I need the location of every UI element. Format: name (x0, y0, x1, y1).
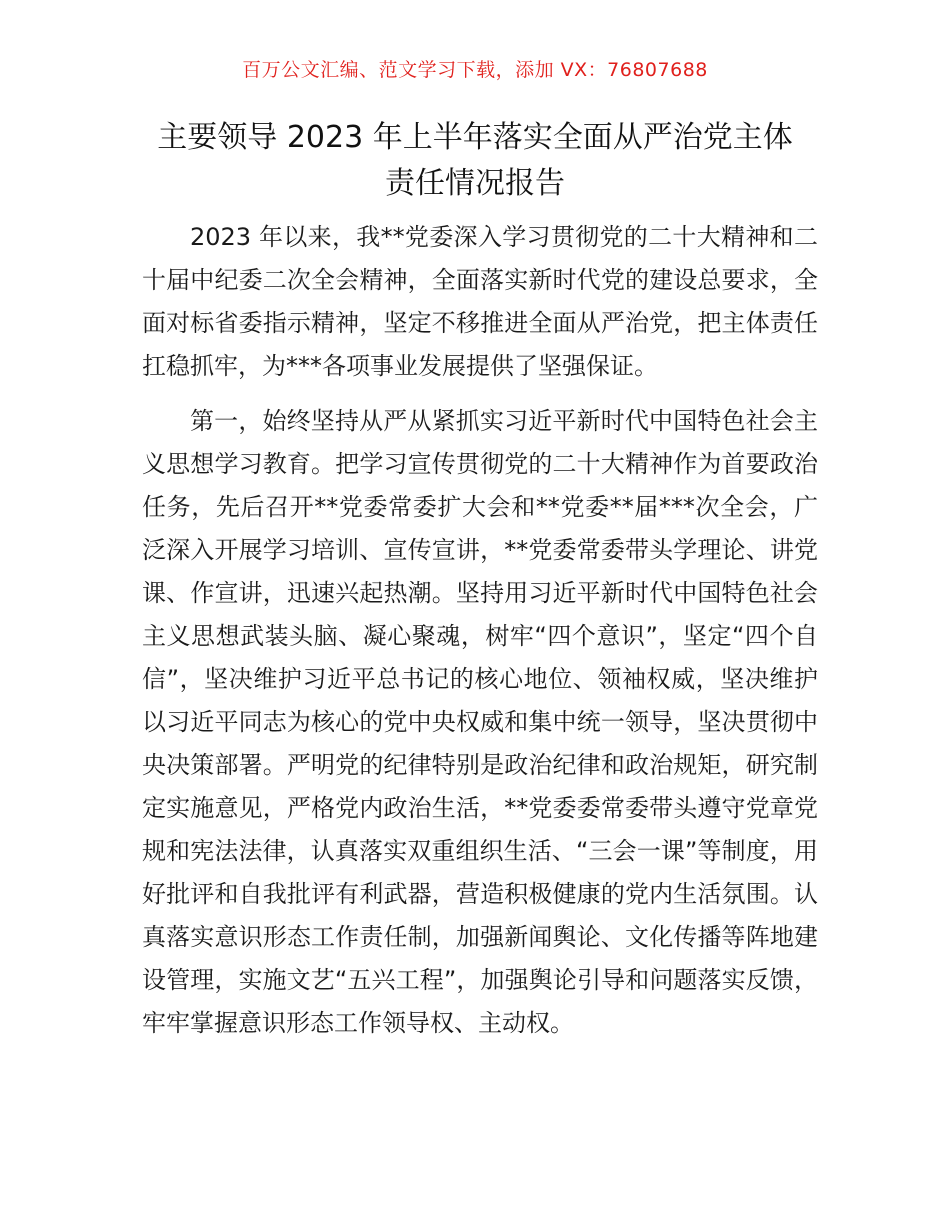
title-line-1: 主要领导 2023 年上半年落实全面从严治党主体 (157, 120, 793, 155)
title-line-2: 责任情况报告 (385, 166, 565, 201)
header-note: 百万公文汇编、范文学习下载，添加 VX：76807688 (242, 59, 708, 81)
document-body (142, 216, 818, 1057)
paragraph-intro: 2023 年以来，我**党委深入学习贯彻党的二十大精神和二十届中纪委二次全会精神，全面落实新时代党的建设总要求，全面对标省委指示精神，坚定不移推进全面从严治党，把主体责任扛稳抓牢，为***各项事业发展提供了坚强保证。 (142, 223, 818, 380)
document-title (120, 115, 830, 207)
paragraph-first-point: 第一，始终坚持从严从紧抓实习近平新时代中国特色社会主义思想学习教育。把学习宣传贯彻党的二十大精神作为首要政治任务，先后召开**党委常委扩大会和**党委**届***次全会，广泛深入开展学习培训、宣传宣讲，**党委常委带头学理论、讲党课、作宣讲，迅速兴起热潮。坚持用习近平新时代中国特色社会主义思想武装头脑、凝心聚魂，树牢“四个意识”，坚定“四个自信”，坚决维护习近平总书记的核心地位、领袖权威，坚决维护以习近平同志为核心的党中央权威和集中统一领导，坚决贯彻中央决策部署。严明党的纪律特别是政治纪律和政治规矩，研究制定实施意见，严格党内政治生活，**党委委常委带头遵守党章党规和宪法法律，认真落实双重组织生活、“三会一课”等制度，用好批评和自我批评有利武器，营造积极健康的党内生活氛围。认真落实意识形态工作责任制，加强新闻舆论、文化传播等阵地建设管理，实施文艺“五兴工程”，加强舆论引导和问题落实反馈，牢牢掌握意识形态工作领导权、主动权。 (142, 407, 818, 1037)
